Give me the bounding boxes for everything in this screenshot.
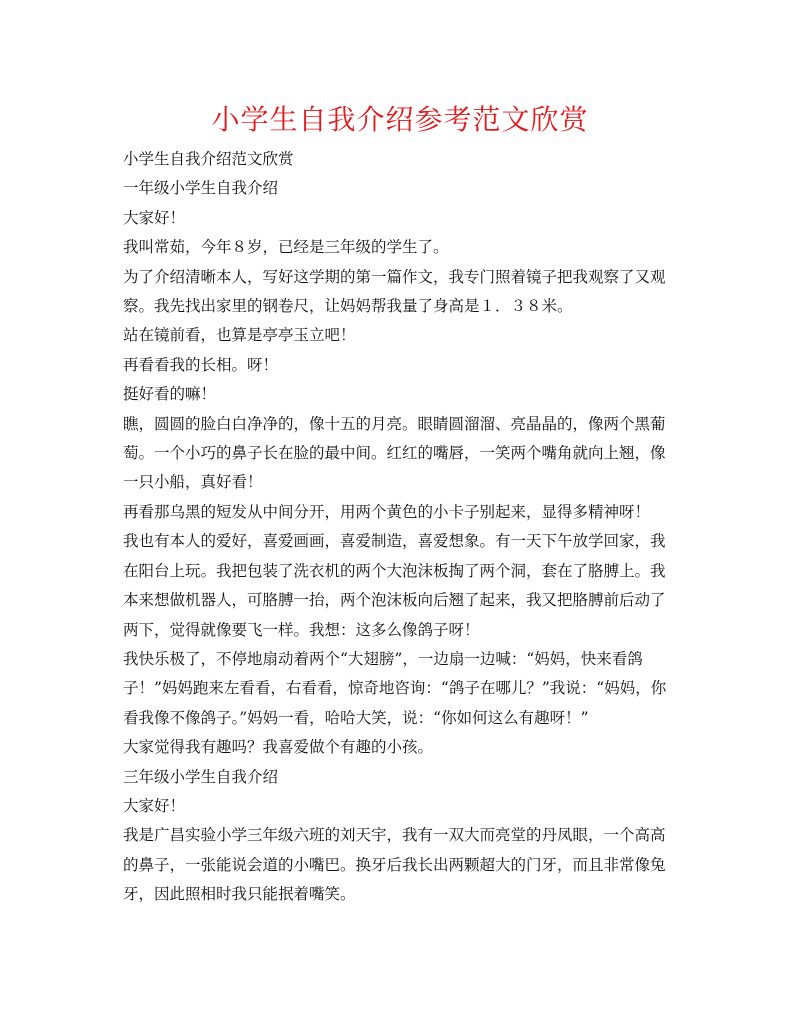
paragraph: 挺好看的嘛！ [123, 385, 217, 404]
paragraph: 大家好！ [123, 208, 186, 227]
document-body [123, 145, 679, 910]
paragraph: 一年级小学生自我介绍 [123, 179, 279, 198]
paragraph: 我快乐极了，不停地扇动着两个“大翅膀”，一边扇一边喊：“妈妈，快来看鸽子！”妈妈跑来左看看，右看看，惊奇地咨询：“鸽子在哪儿？”我说：“妈妈，你看我像不像鸽子。”妈妈一看，哈哈大笑，说：“你如何这么有趣呀！” [123, 649, 667, 727]
paragraph: 为了介绍清晰本人，写好这学期的第一篇作文，我专门照着镜子把我观察了又观察。我先找出家里的钢卷尺，让妈妈帮我量了身高是１．３８米。 [123, 267, 666, 316]
paragraph: 我叫常茹，今年８岁，已经是三年级的学生了。 [123, 238, 449, 257]
paragraph: 大家觉得我有趣吗？我喜爱做个有趣的小孩。 [123, 738, 434, 757]
paragraph: 瞧，圆圆的脸白白净净的，像十五的月亮。眼睛圆溜溜、亮晶晶的，像两个黑葡萄。一个小巧的鼻子长在脸的最中间。红红的嘴唇，一笑两个嘴角就向上翘，像一只小船，真好看！ [123, 414, 666, 492]
paragraph: 大家好！ [123, 796, 186, 815]
paragraph: 三年级小学生自我介绍 [123, 767, 279, 786]
paragraph: 站在镜前看，也算是亭亭玉立吧！ [123, 326, 356, 345]
paragraph: 再看看我的长相。呀！ [123, 355, 279, 374]
paragraph: 再看那乌黑的短发从中间分开，用两个黄色的小卡子别起来，显得多精神呀！ [123, 502, 651, 521]
paragraph: 小学生自我介绍范文欣赏 [123, 150, 294, 168]
paragraph: 我也有本人的爱好，喜爱画画，喜爱制造，喜爱想象。有一天下午放学回家，我在阳台上玩。我把包装了洗衣机的两个大泡沫板掏了两个洞，套在了胳膊上。我本来想做机器人，可胳膊一抬，两个泡沫板向后翘了起来，我又把胳膊前后动了两下，觉得就像要飞一样。我想：这多么像鸽子呀！ [123, 532, 666, 639]
paragraph: 我是广昌实验小学三年级六班的刘天宇，我有一双大而亮堂的丹凤眼，一个高高的鼻子，一张能说会道的小嘴巴。换牙后我长出两颗超大的门牙，而且非常像兔牙，因此照相时我只能抿着嘴笑。 [123, 826, 666, 904]
document-title: 小学生自我介绍参考范文欣赏 [211, 103, 589, 136]
